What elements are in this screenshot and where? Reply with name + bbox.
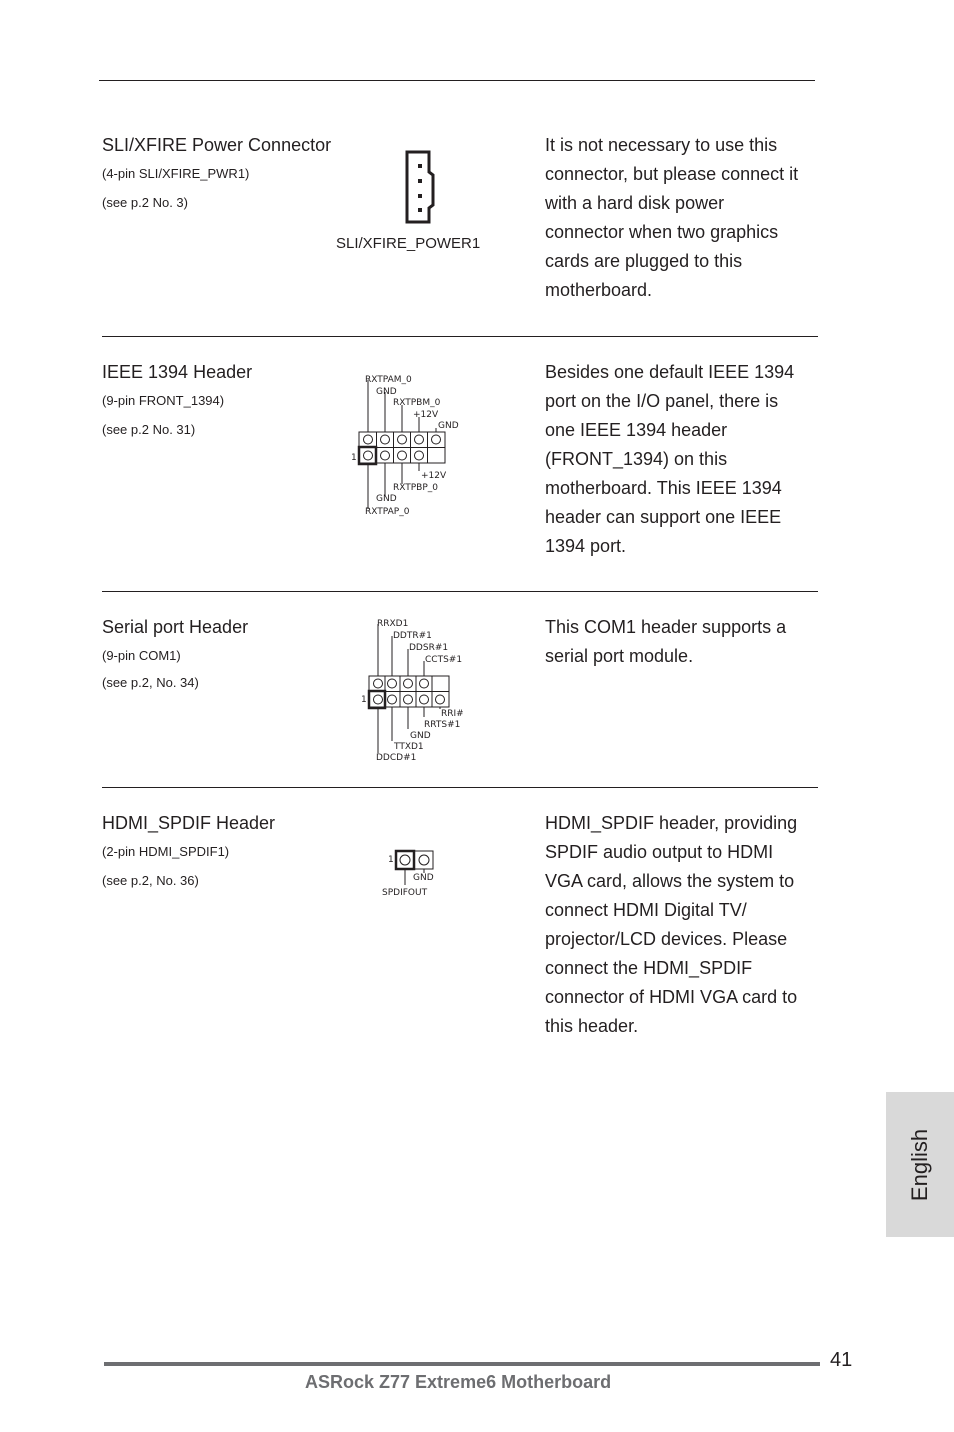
pin-label: SPDIFOUT — [382, 888, 428, 898]
pin-label: RXTPAP_0 — [365, 507, 410, 517]
pin-label: RRTS#1 — [424, 720, 461, 730]
section-title: IEEE 1394 Header — [102, 362, 253, 382]
pin — [418, 208, 422, 212]
section-description — [545, 131, 825, 305]
pin-label: DDTR#1 — [393, 631, 432, 641]
desc-line: connect HDMI Digital TV/ — [545, 900, 747, 920]
section-ref: (see p.2 No. 3) — [102, 195, 188, 210]
language-tab — [886, 1092, 954, 1237]
section-pins: (9-pin FRONT_1394) — [102, 393, 225, 408]
pin-label: DDCD#1 — [376, 753, 417, 763]
desc-line: motherboard. This IEEE 1394 — [545, 478, 782, 498]
pin — [418, 179, 422, 183]
hdmi-spdif-header-diagram — [378, 845, 458, 900]
desc-line: motherboard. — [545, 280, 653, 300]
section-description — [545, 358, 825, 561]
desc-line: header can support one IEEE — [545, 507, 782, 527]
pin-label: TTXD1 — [394, 742, 424, 752]
desc-line: this header. — [545, 1016, 639, 1036]
section-pins: (4-pin SLI/XFIRE_PWR1) — [102, 166, 250, 181]
pin-label: GND — [410, 731, 431, 741]
section-divider — [102, 591, 818, 592]
section-divider — [102, 336, 818, 337]
desc-line: 1394 port. — [545, 536, 627, 556]
section-title: Serial port Header — [102, 617, 249, 637]
desc-line: (FRONT_1394) on this — [545, 449, 728, 469]
desc-line: HDMI_SPDIF header, providing — [545, 813, 798, 833]
desc-line: cards are plugged to this — [545, 251, 743, 271]
desc-line: one IEEE 1394 header — [545, 420, 728, 440]
desc-line: port on the I/O panel, there is — [545, 391, 779, 411]
pin1-marker — [396, 851, 414, 869]
footer-rule — [104, 1362, 820, 1366]
pin-label: DDSR#1 — [409, 643, 449, 653]
pin-label: RRXD1 — [377, 619, 409, 629]
pin — [418, 194, 422, 198]
page-number: 41 — [830, 1349, 853, 1371]
section-ref: (see p.2, No. 34) — [102, 675, 199, 690]
pin-label: +12V — [421, 471, 447, 481]
pin1-marker — [359, 447, 376, 464]
pin-label: GND — [376, 494, 397, 504]
section-title: SLI/XFIRE Power Connector — [102, 135, 332, 155]
desc-line: This COM1 header supports a — [545, 617, 787, 637]
desc-line: Besides one default IEEE 1394 — [545, 362, 795, 382]
section-ref: (see p.2 No. 31) — [102, 422, 196, 437]
desc-line: serial port module. — [545, 646, 694, 666]
section-pins: (9-pin COM1) — [102, 648, 181, 663]
desc-line: It is not necessary to use this — [545, 135, 778, 155]
desc-line: VGA card, allows the system to — [545, 871, 795, 891]
pin-label: RRI# — [441, 709, 464, 719]
footer-title: ASRock Z77 Extreme6 Motherboard — [305, 1372, 612, 1392]
serial-port-header-diagram — [355, 612, 485, 764]
pin-label: RXTPBM_0 — [393, 398, 441, 408]
section-description — [545, 809, 825, 1041]
top-rule — [99, 80, 815, 81]
diagram-label: SLI/XFIRE_POWER1 — [336, 235, 481, 252]
desc-line: connect the HDMI_SPDIF — [545, 958, 753, 978]
ieee1394-header-diagram — [345, 368, 485, 520]
section-divider — [102, 787, 818, 788]
section-pins: (2-pin HDMI_SPDIF1) — [102, 844, 230, 859]
section-ref: (see p.2, No. 36) — [102, 873, 199, 888]
pin-label: 1 — [361, 695, 367, 705]
pin-label: RXTPAM_0 — [365, 375, 412, 385]
pin-label: RXTPBP_0 — [393, 483, 439, 493]
pin-label: 1 — [351, 453, 357, 463]
desc-line: connector of HDMI VGA card to — [545, 987, 798, 1007]
pin-label: 1 — [388, 855, 394, 865]
desc-line: connector when two graphics — [545, 222, 779, 242]
pin-label: GND — [438, 421, 459, 431]
pin-label: GND — [413, 873, 434, 883]
desc-line: projector/LCD devices. Please — [545, 929, 788, 949]
language-tab-label: English — [907, 1128, 932, 1201]
desc-line: connector, but please connect it — [545, 164, 799, 184]
desc-line: SPDIF audio output to HDMI — [545, 842, 774, 862]
pin — [418, 164, 422, 168]
pin-label: +12V — [413, 410, 439, 420]
pin-label: GND — [376, 387, 397, 397]
desc-line: with a hard disk power — [545, 193, 725, 213]
pin-label: CCTS#1 — [425, 655, 463, 665]
section-title: HDMI_SPDIF Header — [102, 813, 276, 833]
section-description — [545, 613, 825, 671]
